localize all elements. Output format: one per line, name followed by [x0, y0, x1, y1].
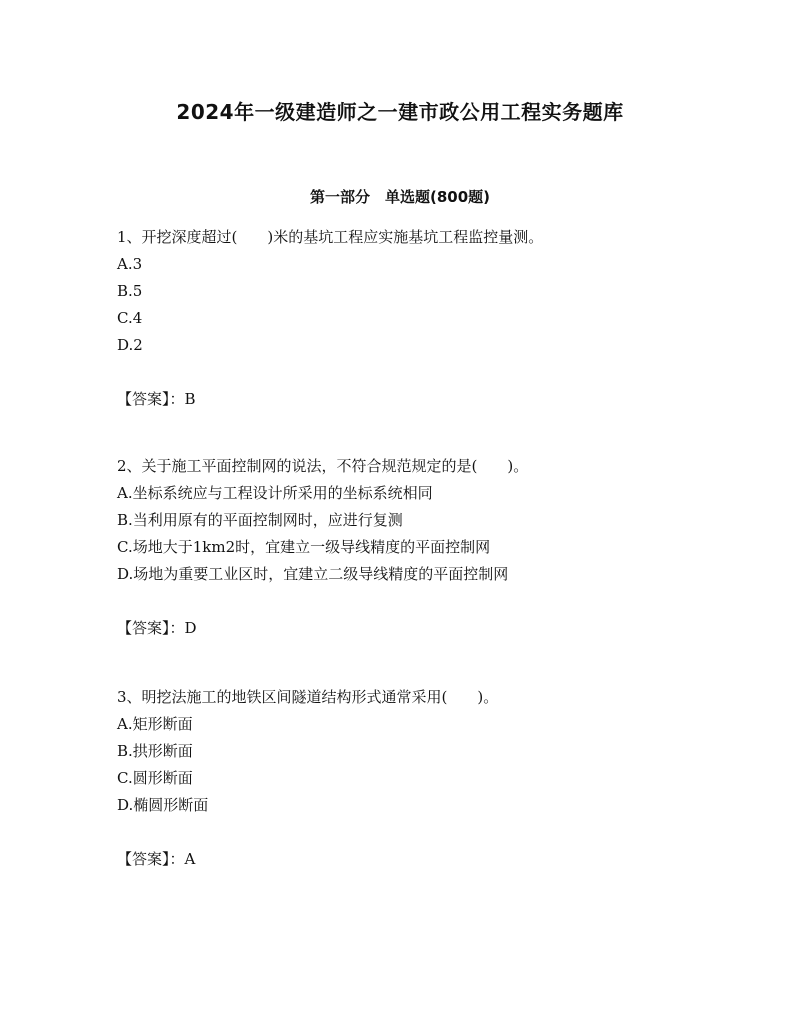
- option-c: C.圆形断面: [117, 769, 193, 787]
- option-b: B.5: [117, 282, 143, 300]
- question-stem: 1、开挖深度超过( )米的基坑工程应实施基坑工程监控量测。: [117, 228, 544, 246]
- option-a: A.坐标系统应与工程设计所采用的坐标系统相同: [117, 484, 433, 502]
- answer: 【答案】：A: [117, 850, 196, 868]
- option-d: D.椭圆形断面: [117, 796, 209, 814]
- option-c: C.4: [117, 309, 143, 327]
- page-title: 2024年一级建造师之一建市政公用工程实务题库: [176, 100, 624, 124]
- option-a: A.3: [117, 255, 143, 273]
- section-title: 第一部分 单选题(800题): [309, 188, 491, 206]
- option-b: B.拱形断面: [117, 742, 193, 760]
- question-stem: 3、明挖法施工的地铁区间隧道结构形式通常采用( )。: [117, 688, 499, 706]
- question-3: [117, 684, 757, 873]
- option-d: D.2: [117, 336, 143, 354]
- option-c: C.场地大于1km2时，宜建立一级导线精度的平面控制网: [117, 538, 491, 556]
- answer: 【答案】：B: [117, 390, 196, 408]
- question-1: [117, 224, 757, 413]
- option-b: B.当利用原有的平面控制网时，应进行复测: [117, 511, 403, 529]
- question-2: [117, 453, 757, 642]
- option-d: D.场地为重要工业区时，宜建立二级导线精度的平面控制网: [117, 565, 509, 583]
- option-a: A.矩形断面: [117, 715, 193, 733]
- question-stem: 2、关于施工平面控制网的说法，不符合规范规定的是( )。: [117, 457, 529, 475]
- answer: 【答案】：D: [117, 619, 197, 637]
